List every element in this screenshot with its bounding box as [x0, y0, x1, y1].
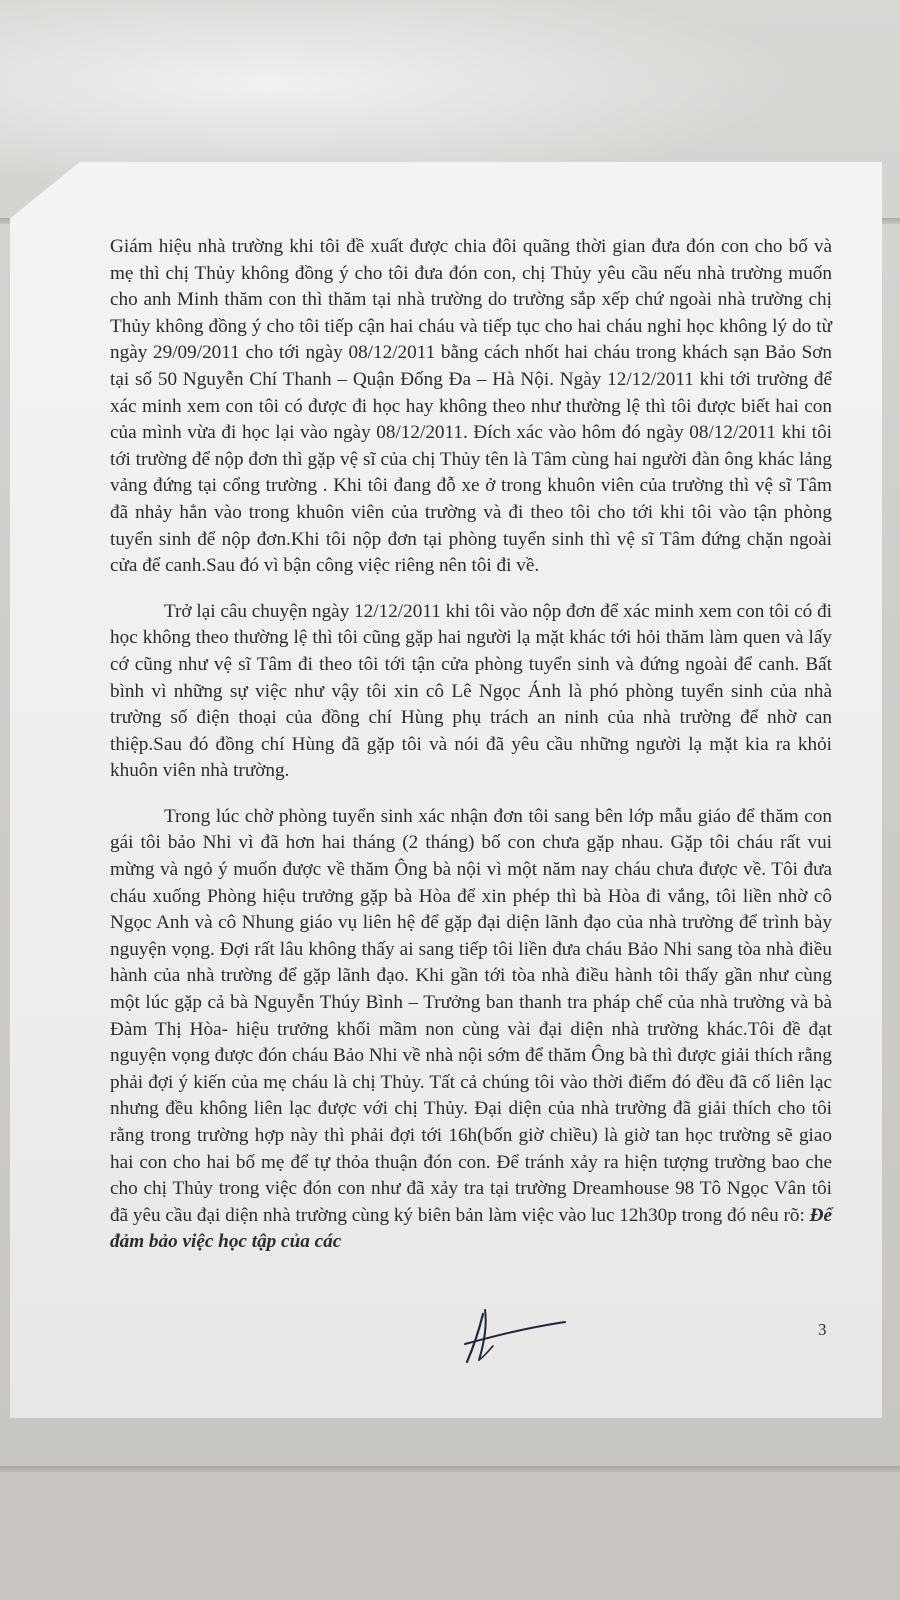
- paragraph-3-emphasis: Để đảm bảo việc học tập của các: [110, 1204, 832, 1253]
- paragraph-1-text: Giám hiệu nhà trường khi tôi đề xuất được chia đôi quãng thời gian đưa đón con cho bố và mẹ thì chị Thủy không đồng ý cho tôi đưa đón con, chị Thủy yêu cầu nếu nhà trường muốn cho anh Minh thăm con thì thăm tại nhà trường do trường sắp xếp chứ ngoài nhà trường chị Thủy không đồng ý cho tôi tiếp cận hai cháu và tiếp tục cho hai cháu nghỉ học không lý do từ ngày 29/09/2011 cho tới ngày 08/12/2011 bằng cách nhốt hai cháu trong khách sạn Bảo Sơn tại số 50 Nguyễn Chí Thanh – Quận Đống Đa – Hà Nội. Ngày 12/12/2011 khi tới trường để xác minh xem con tôi có được đi học hay không theo như thường lệ thì tôi được biết hai con của mình vừa đi học lại vào ngày 08/12/2011. Đích xác vào hôm đó ngày 08/12/2011 khi tôi tới trường để nộp đơn thì gặp vệ sĩ của chị Thủy tên là Tâm cùng hai người đàn ông khác lảng vảng đứng tại cổng trường . Khi tôi đang đỗ xe ở trong khuôn viên của trường thì vệ sĩ Tâm đã nhảy hẳn vào trong khuôn viên của trường và đi theo tôi cho tới khi tôi vào tận phòng tuyển sinh để nộp đơn.Khi tôi nộp đơn tại phòng tuyển sinh thì vệ sĩ Tâm đứng chặn ngoài cửa để canh.Sau đó vì bận công việc riêng nên tôi đi về.: [110, 236, 832, 577]
- paragraph-2: [110, 599, 832, 785]
- signature-icon: [455, 1300, 575, 1370]
- page-number: 3: [818, 1320, 827, 1339]
- paragraph-1: [110, 234, 832, 580]
- floor-tile-grout-bottom: [0, 1466, 900, 1472]
- paragraph-3-text: Trong lúc chờ phòng tuyển sinh xác nhận đơn tôi sang bên lớp mẫu giáo để thăm con gái tôi bảo Nhi vì đã hơn hai tháng (2 tháng) bố con chưa gặp nhau. Gặp tôi cháu rất vui mừng và ngỏ ý muốn được về thăm Ông bà nội vì một năm nay cháu chưa được về. Tôi đưa cháu xuống Phòng hiệu trưởng gặp bà Hòa để xin phép thì bà Hòa đi vắng, tôi liền nhờ cô Ngọc Anh và cô Nhung giáo vụ liên hệ để gặp đại diện lãnh đạo của nhà trường để trình bày nguyện vọng. Đợi rất lâu không thấy ai sang tiếp tôi liền đưa cháu Bảo Nhi sang tòa nhà điều hành của nhà trường để gặp lãnh đạo. Khi gần tới tòa nhà điều hành tôi thấy gần như cùng một lúc gặp cả bà Nguyễn Thúy Bình – Trưởng ban thanh tra pháp chế của nhà trường và bà Đàm Thị Hòa- hiệu trưởng khối mầm non cùng vài đại diện nhà trường khác.Tôi đề đạt nguyện vọng được đón cháu Bảo Nhi về nhà nội sớm để thăm Ông bà thì được giải thích rằng phải đợi ý kiến của mẹ cháu là chị Thủy. Tất cả chúng tôi vào thời điểm đó đều đã cố liên lạc nhưng đều không liên lạc được với chị Thủy. Đại diện của nhà trường đã giải thích cho tôi rằng trong trường hợp này thì phải đợi tới 16h(bốn giờ chiều) là giờ tan học trường sẽ giao hai con cho hai bố mẹ để tự thỏa thuận đón con. Để tránh xảy ra hiện tượng trường bao che cho chị Thủy trong việc đón con như đã xảy tra tại trường Dreamhouse 98 Tô Ngọc Vân tôi đã yêu cầu đại diện nhà trường cùng ký biên bản làm việc vào luc 12h30p trong đó nêu rõ:: [110, 805, 832, 1226]
- document-body: [110, 234, 832, 1275]
- paragraph-3: [110, 804, 832, 1256]
- paragraph-2-text: Trở lại câu chuyện ngày 12/12/2011 khi tôi vào nộp đơn để xác minh xem con tôi có đi học không theo thường lệ thì tôi cũng gặp hai người lạ mặt khác tới hỏi thăm làm quen và lấy cớ cũng như vệ sĩ Tâm đi theo tôi tới tận cửa phòng tuyển sinh và đứng ngoài để canh. Bất bình vì những sự việc như vậy tôi xin cô Lê Ngọc Ánh là phó phòng tuyển sinh của nhà trường số điện thoại của đồng chí Hùng phụ trách an ninh của nhà trường để nhờ can thiệp.Sau đó đồng chí Hùng đã gặp tôi và nói đã yêu cầu những người lạ mặt kia ra khỏi khuôn viên nhà trường.: [110, 600, 832, 782]
